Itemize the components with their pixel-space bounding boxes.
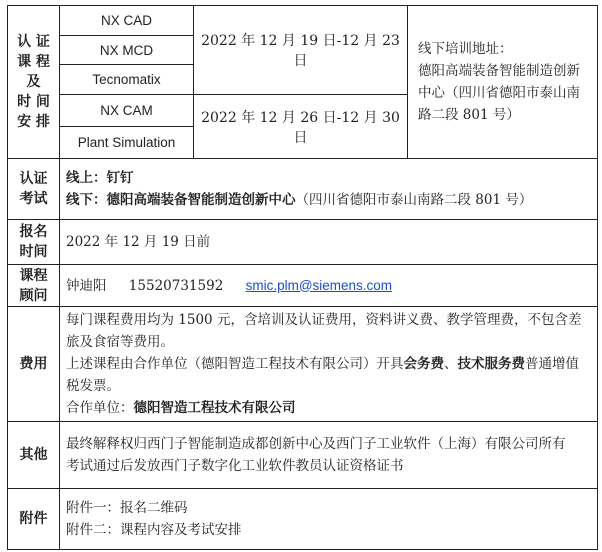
- date-range-1: 2022 年 12 月 19 日-12 月 23 日: [194, 6, 408, 95]
- fees-info: [60, 307, 598, 422]
- partner-name: 德阳智造工程技术有限公司: [133, 400, 296, 416]
- signup-header: [8, 220, 60, 265]
- course-nx-cad: NX CAD: [60, 6, 194, 36]
- header-line: 认 证: [17, 34, 50, 50]
- header-line: 认证: [19, 171, 48, 187]
- partner-label: 合作单位：: [66, 400, 134, 416]
- header-line: 顾问: [19, 287, 48, 304]
- header-line: 报名: [19, 224, 48, 240]
- fees-bold: 技术服务费: [457, 356, 525, 372]
- course-tecnomatix: Tecnomatix: [60, 65, 194, 95]
- date-range-2: 2022 年 12 月 26 日-12 月 30 日: [194, 95, 408, 159]
- header-line: 考试: [19, 191, 48, 207]
- online-label: 线上：: [66, 170, 107, 186]
- header-line: 时 间: [17, 94, 50, 110]
- course-nx-mcd: NX MCD: [60, 36, 194, 65]
- other-line-2: 考试通过后发放西门子数字化工业软件教员认证资格证书: [66, 458, 404, 474]
- attachment-item: 附件一：报名二维码: [66, 500, 188, 516]
- advisor-phone: 15520731592: [128, 277, 224, 294]
- header-line: 课 程: [17, 54, 50, 70]
- attachment-item: 附件二：课程内容及考试安排: [66, 522, 242, 538]
- course-nx-cam: NX CAM: [60, 95, 194, 127]
- attachments-header: 附件: [8, 489, 60, 550]
- signup-deadline: 2022 年 12 月 19 日前: [60, 220, 598, 265]
- header-line: 及: [26, 74, 41, 90]
- address-text: 德阳高端装备智能制造创新中心（四川省德阳市泰山南路二段 801 号）: [418, 63, 580, 123]
- fees-header: 费用: [8, 307, 60, 422]
- fees-text: 、: [444, 356, 458, 372]
- offline-address: （四川省德阳市泰山南路二段 801 号）: [295, 192, 533, 208]
- advisor-info: [60, 265, 598, 307]
- fees-bold: 会务费: [403, 356, 444, 372]
- header-line: 课程: [19, 267, 48, 284]
- schedule-header: [8, 6, 60, 159]
- fees-text: 普通增值税发票。: [66, 356, 579, 394]
- course-plant-simulation: Plant Simulation: [60, 127, 194, 159]
- other-header: 其他: [8, 422, 60, 489]
- advisor-header: [8, 265, 60, 307]
- exam-info: [60, 159, 598, 220]
- advisor-name: 钟迪阳: [66, 277, 107, 294]
- fees-line-1: 每门课程费用均为 1500 元，含培训及认证费用，资料讲义费、教学管理费，不包含差旅及食宿等费用。: [66, 312, 582, 350]
- offline-venue: 德阳高端装备智能制造创新中心: [106, 192, 296, 208]
- address-label: 线下培训地址：: [418, 41, 513, 57]
- offline-label: 线下：: [66, 192, 107, 208]
- exam-header: [8, 159, 60, 220]
- header-line: 时间: [19, 244, 48, 260]
- advisor-email-link[interactable]: smic.plm@siemens.com: [245, 277, 393, 293]
- info-table: [7, 5, 598, 550]
- other-info: [60, 422, 598, 489]
- fees-text: 上述课程由合作单位（德阳智造工程技术有限公司）开具: [66, 356, 404, 372]
- online-value: 钉钉: [106, 170, 134, 186]
- other-line-1: 最终解释权归西门子智能制造成都创新中心及西门子工业软件（上海）有限公司所有: [66, 436, 566, 452]
- training-address: [408, 6, 598, 159]
- attachments-info: [60, 489, 598, 550]
- header-line: 安 排: [17, 114, 50, 130]
- fees-line-2: [66, 353, 591, 397]
